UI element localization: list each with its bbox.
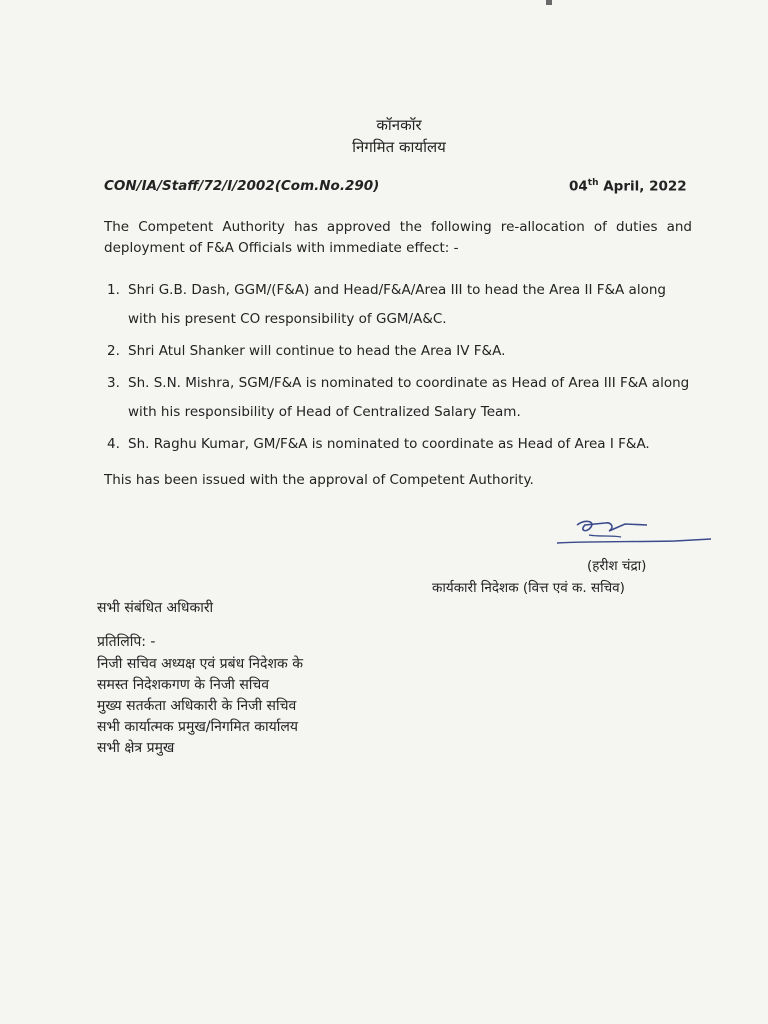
signatory-name: (हरीश चंद्रा) <box>587 558 647 574</box>
list-item <box>107 337 697 366</box>
item-text: Shri Atul Shanker will continue to head the Area IV F&A. <box>128 343 506 359</box>
copy-to-item: समस्त निदेशकगण के निजी सचिव <box>97 677 270 693</box>
scan-mark <box>546 0 552 5</box>
item-text: Shri G.B. Dash, GGM/(F&A) and Head/F&A/Area III to head the Area II F&A along with his present CO responsibility of GGM/A&C. <box>128 282 666 327</box>
list-item <box>107 430 697 459</box>
recipients-line: सभी संबंधित अधिकारी <box>97 600 214 616</box>
item-text: Sh. Raghu Kumar, GM/F&A is nominated to coordinate as Head of Area I F&A. <box>128 436 650 452</box>
issue-date <box>569 178 687 195</box>
list-item <box>107 276 697 334</box>
item-number: 4. <box>107 436 120 452</box>
copy-to-item: निजी सचिव अध्यक्ष एवं प्रबंध निदेशक के <box>97 656 303 672</box>
item-number: 2. <box>107 343 120 359</box>
date-month-year: April, 2022 <box>598 178 687 195</box>
copy-to-item: सभी क्षेत्र प्रमुख <box>97 740 175 756</box>
allocation-list <box>107 276 697 462</box>
copy-to-item: मुख्य सतर्कता अधिकारी के निजी सचिव <box>97 698 297 714</box>
item-number: 1. <box>107 282 120 298</box>
list-item <box>107 369 697 427</box>
item-text: Sh. S.N. Mishra, SGM/F&A is nominated to coordinate as Head of Area III F&A along with his responsibility of Head of Centralized Salary Team. <box>128 375 690 420</box>
organization-name: कॉनकॉर <box>376 116 422 134</box>
item-number: 3. <box>107 375 120 391</box>
date-suffix: th <box>587 178 599 188</box>
copy-label: प्रतिलिपि: - <box>97 634 156 650</box>
copy-to-item: सभी कार्यात्मक प्रमुख/निगमित कार्यालय <box>97 719 298 735</box>
signatory-title: कार्यकारी निदेशक (वित्त एवं क. सचिव) <box>432 580 625 596</box>
copy-to-list <box>97 654 303 759</box>
signature-image <box>555 515 715 555</box>
intro-paragraph: The Competent Authority has approved the following re-allocation of duties and deployment of F&A Officials with immediate effect: - <box>104 219 692 256</box>
date-day: 04 <box>569 178 588 195</box>
closing-line: This has been issued with the approval of Competent Authority. <box>104 472 534 488</box>
office-name: निगमित कार्यालय <box>352 138 446 156</box>
reference-number: CON/IA/Staff/72/I/2002(Com.No.290) <box>104 178 380 194</box>
